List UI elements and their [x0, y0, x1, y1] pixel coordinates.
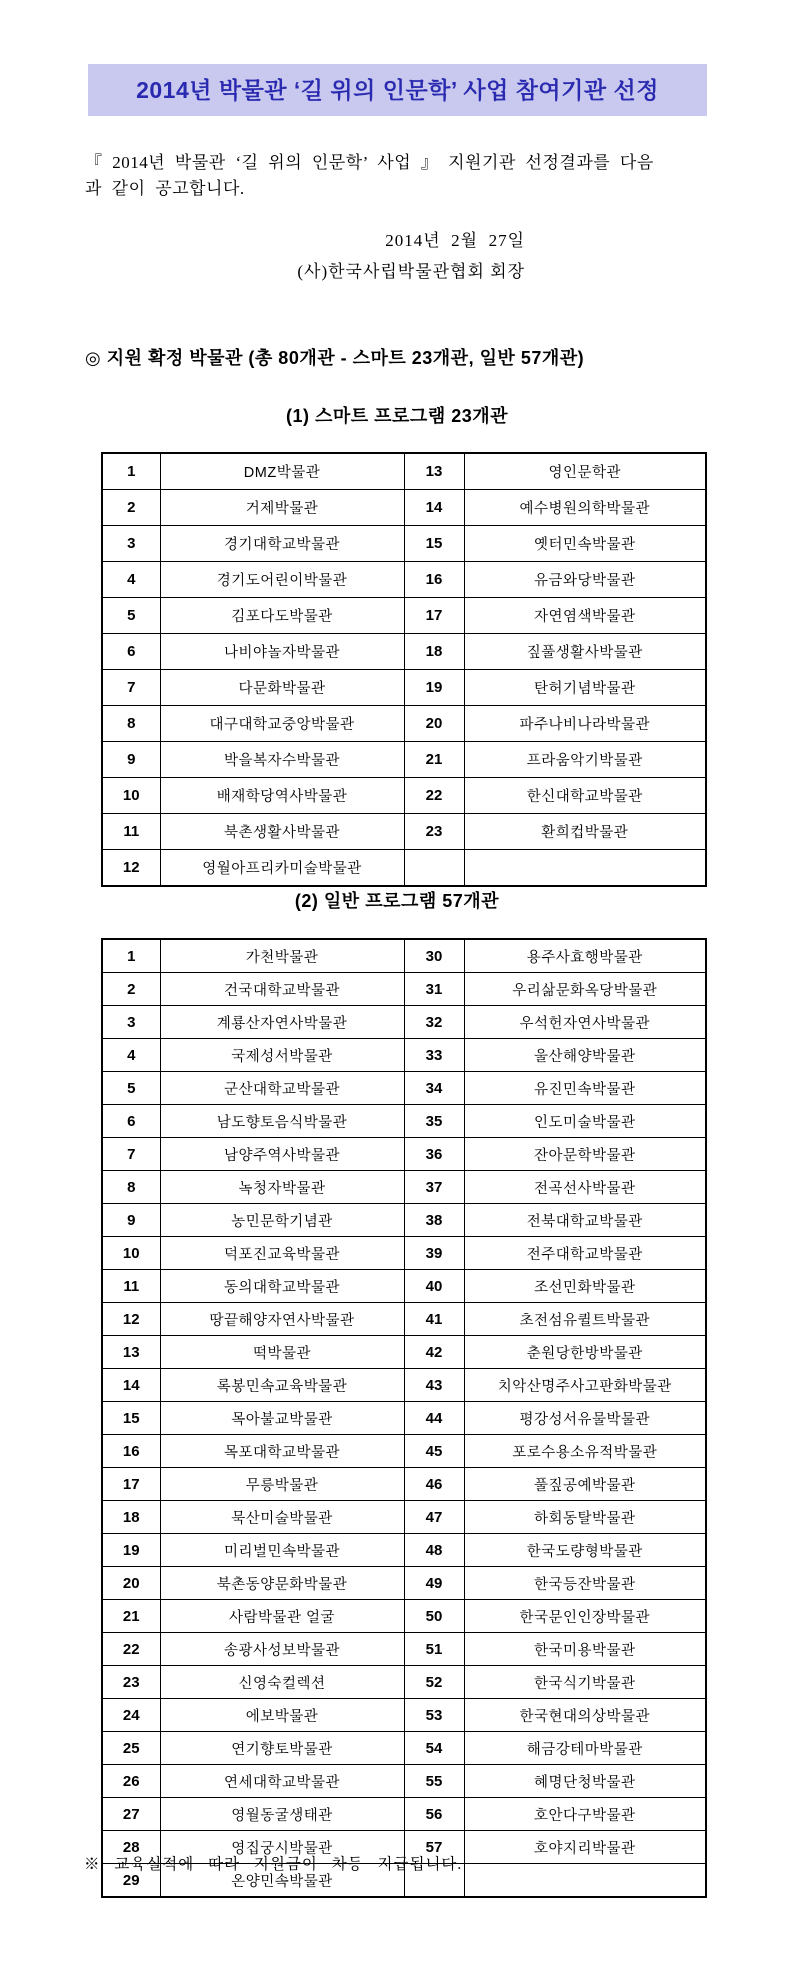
table-row	[102, 850, 706, 887]
museum-name-cell: 북촌동양문화박물관	[160, 1567, 404, 1600]
rank-cell: 5	[102, 1072, 160, 1105]
rank-cell: 6	[102, 1105, 160, 1138]
table-row	[102, 1765, 706, 1798]
rank-cell: 23	[102, 1666, 160, 1699]
museum-name-cell: 연기향토박물관	[160, 1732, 404, 1765]
museum-name-cell: 남양주역사박물관	[160, 1138, 404, 1171]
museum-name-cell: 미리벌민속박물관	[160, 1534, 404, 1567]
rank-cell: 30	[404, 939, 464, 973]
museum-name-cell: 경기도어린이박물관	[160, 562, 404, 598]
rank-cell: 14	[102, 1369, 160, 1402]
rank-cell: 2	[102, 973, 160, 1006]
museum-name-cell: 짚풀생활사박물관	[464, 634, 706, 670]
museum-name-cell: 호야지리박물관	[464, 1831, 706, 1864]
table-row	[102, 634, 706, 670]
museum-name-cell: 울산해양박물관	[464, 1039, 706, 1072]
table-row	[102, 1369, 706, 1402]
table-row	[102, 1336, 706, 1369]
museum-name-cell: 건국대학교박물관	[160, 973, 404, 1006]
museum-name-cell: 인도미술박물관	[464, 1105, 706, 1138]
table-row	[102, 1534, 706, 1567]
table-row	[102, 1006, 706, 1039]
table-row	[102, 1402, 706, 1435]
museum-name-cell: 한국등잔박물관	[464, 1567, 706, 1600]
museum-name-cell: 나비야놀자박물관	[160, 634, 404, 670]
museum-name-cell: 춘원당한방박물관	[464, 1336, 706, 1369]
museum-name-cell: 풀짚공예박물관	[464, 1468, 706, 1501]
museum-name-cell: 다문화박물관	[160, 670, 404, 706]
rank-cell: 46	[404, 1468, 464, 1501]
museum-name-cell: 에보박물관	[160, 1699, 404, 1732]
intro-line-2: 과 같이 공고합니다.	[85, 179, 245, 198]
rank-cell: 23	[404, 814, 464, 850]
museum-name-cell	[464, 850, 706, 887]
rank-cell: 28	[102, 1831, 160, 1864]
announcement-date: 2014년 2월 27일	[385, 231, 525, 250]
museum-name-cell: 배재학당역사박물관	[160, 778, 404, 814]
museum-name-cell: 자연염색박물관	[464, 598, 706, 634]
museum-name-cell: 동의대학교박물관	[160, 1270, 404, 1303]
intro-line-1: 『 2014년 박물관 ‘길 위의 인문학’ 사업 』 지원기관 선정결과를 다음	[85, 153, 654, 172]
museum-name-cell: 한국미용박물관	[464, 1633, 706, 1666]
rank-cell: 48	[404, 1534, 464, 1567]
table-row	[102, 973, 706, 1006]
rank-cell: 13	[404, 453, 464, 490]
table-2-title: (2) 일반 프로그램 57개관	[294, 891, 500, 911]
museum-name-cell: 녹청자박물관	[160, 1171, 404, 1204]
rank-cell: 20	[102, 1567, 160, 1600]
museum-name-cell: 목아불교박물관	[160, 1402, 404, 1435]
museum-name-cell: 유금와당박물관	[464, 562, 706, 598]
museum-name-cell: 한신대학교박물관	[464, 778, 706, 814]
rank-cell: 50	[404, 1600, 464, 1633]
table-row	[102, 1204, 706, 1237]
rank-cell: 22	[102, 1633, 160, 1666]
museum-name-cell: 잔아문학박물관	[464, 1138, 706, 1171]
rank-cell: 27	[102, 1798, 160, 1831]
rank-cell: 4	[102, 1039, 160, 1072]
museum-name-cell: 조선민화박물관	[464, 1270, 706, 1303]
museum-name-cell: 남도향토음식박물관	[160, 1105, 404, 1138]
rank-cell: 10	[102, 778, 160, 814]
museum-name-cell: 전북대학교박물관	[464, 1204, 706, 1237]
table-row	[102, 670, 706, 706]
table-row	[102, 1435, 706, 1468]
museum-name-cell: 북촌생활사박물관	[160, 814, 404, 850]
table-row	[102, 1732, 706, 1765]
rank-cell: 29	[102, 1864, 160, 1898]
museum-name-cell: 우리삶문화옥당박물관	[464, 973, 706, 1006]
museum-name-cell: 가천박물관	[160, 939, 404, 973]
museum-name-cell: 땅끝해양자연사박물관	[160, 1303, 404, 1336]
rank-cell: 42	[404, 1336, 464, 1369]
museum-name-cell: 사람박물관 얼굴	[160, 1600, 404, 1633]
museum-name-cell: 하회동탈박물관	[464, 1501, 706, 1534]
museum-name-cell: 송광사성보박물관	[160, 1633, 404, 1666]
signer-title: (사)한국사립박물관협회 회장	[297, 262, 525, 281]
table-row	[102, 814, 706, 850]
table-row	[102, 453, 706, 490]
rank-cell: 9	[102, 742, 160, 778]
museum-name-cell: 국제성서박물관	[160, 1039, 404, 1072]
museum-name-cell: 온양민속박물관	[160, 1864, 404, 1898]
title-banner	[88, 64, 707, 116]
museum-name-cell: 초전섬유퀼트박물관	[464, 1303, 706, 1336]
rank-cell: 33	[404, 1039, 464, 1072]
museum-name-cell: 군산대학교박물관	[160, 1072, 404, 1105]
museum-name-cell: 박을복자수박물관	[160, 742, 404, 778]
rank-cell: 38	[404, 1204, 464, 1237]
rank-cell: 44	[404, 1402, 464, 1435]
table-row	[102, 778, 706, 814]
rank-cell: 20	[404, 706, 464, 742]
rank-cell: 19	[102, 1534, 160, 1567]
rank-cell: 16	[102, 1435, 160, 1468]
rank-cell: 12	[102, 850, 160, 887]
rank-cell	[404, 850, 464, 887]
rank-cell: 19	[404, 670, 464, 706]
rank-cell: 18	[102, 1501, 160, 1534]
museum-name-cell: 농민문학기념관	[160, 1204, 404, 1237]
rank-cell: 8	[102, 706, 160, 742]
museum-name-cell: 계룡산자연사박물관	[160, 1006, 404, 1039]
museum-name-cell: 한국도량형박물관	[464, 1534, 706, 1567]
rank-cell: 57	[404, 1831, 464, 1864]
rank-cell: 55	[404, 1765, 464, 1798]
table-row	[102, 490, 706, 526]
table-row	[102, 1237, 706, 1270]
rank-cell: 54	[404, 1732, 464, 1765]
rank-cell: 37	[404, 1171, 464, 1204]
museum-name-cell: 평강성서유물박물관	[464, 1402, 706, 1435]
rank-cell: 7	[102, 670, 160, 706]
museum-name-cell	[464, 1864, 706, 1898]
table-row	[102, 1600, 706, 1633]
rank-cell: 31	[404, 973, 464, 1006]
smart-program-table	[101, 452, 707, 887]
table-row	[102, 706, 706, 742]
table-row	[102, 939, 706, 973]
museum-name-cell: 영인문학관	[464, 453, 706, 490]
rank-cell: 10	[102, 1237, 160, 1270]
table-row	[102, 1666, 706, 1699]
rank-cell: 6	[102, 634, 160, 670]
table-row	[102, 1699, 706, 1732]
rank-cell: 2	[102, 490, 160, 526]
general-program-table	[101, 938, 707, 1898]
rank-cell: 1	[102, 939, 160, 973]
museum-name-cell: 목포대학교박물관	[160, 1435, 404, 1468]
rank-cell: 3	[102, 526, 160, 562]
rank-cell: 32	[404, 1006, 464, 1039]
page-title: 2014년 박물관 ‘길 위의 인문학’ 사업 참여기관 선정	[136, 77, 659, 103]
rank-cell: 14	[404, 490, 464, 526]
museum-name-cell: 덕포진교육박물관	[160, 1237, 404, 1270]
rank-cell: 11	[102, 1270, 160, 1303]
section-header: ◎ 지원 확정 박물관 (총 80개관 - 스마트 23개관, 일반 57개관)	[85, 348, 585, 368]
table-row	[102, 1039, 706, 1072]
rank-cell: 39	[404, 1237, 464, 1270]
museum-name-cell: 치악산명주사고판화박물관	[464, 1369, 706, 1402]
rank-cell: 49	[404, 1567, 464, 1600]
museum-name-cell: 거제박물관	[160, 490, 404, 526]
rank-cell: 15	[102, 1402, 160, 1435]
museum-name-cell: 전주대학교박물관	[464, 1237, 706, 1270]
museum-name-cell: 영월동굴생태관	[160, 1798, 404, 1831]
museum-name-cell: 파주나비나라박물관	[464, 706, 706, 742]
museum-name-cell: 록봉민속교육박물관	[160, 1369, 404, 1402]
museum-name-cell: 프라움악기박물관	[464, 742, 706, 778]
rank-cell: 17	[102, 1468, 160, 1501]
museum-name-cell: 혜명단청박물관	[464, 1765, 706, 1798]
table-row	[102, 598, 706, 634]
museum-name-cell: 한국문인인장박물관	[464, 1600, 706, 1633]
museum-name-cell: 용주사효행박물관	[464, 939, 706, 973]
museum-name-cell: 전곡선사박물관	[464, 1171, 706, 1204]
rank-cell: 24	[102, 1699, 160, 1732]
rank-cell: 26	[102, 1765, 160, 1798]
rank-cell: 53	[404, 1699, 464, 1732]
rank-cell: 7	[102, 1138, 160, 1171]
museum-name-cell: 무릉박물관	[160, 1468, 404, 1501]
rank-cell: 25	[102, 1732, 160, 1765]
rank-cell: 13	[102, 1336, 160, 1369]
rank-cell: 40	[404, 1270, 464, 1303]
museum-name-cell: 포로수용소유적박물관	[464, 1435, 706, 1468]
table-row	[102, 1501, 706, 1534]
museum-name-cell: 유진민속박물관	[464, 1072, 706, 1105]
table-row	[102, 1303, 706, 1336]
rank-cell: 35	[404, 1105, 464, 1138]
rank-cell: 1	[102, 453, 160, 490]
rank-cell: 34	[404, 1072, 464, 1105]
table-row	[102, 1798, 706, 1831]
rank-cell: 51	[404, 1633, 464, 1666]
table-row	[102, 1633, 706, 1666]
museum-name-cell: 한국식기박물관	[464, 1666, 706, 1699]
museum-name-cell: DMZ박물관	[160, 453, 404, 490]
table-row	[102, 1270, 706, 1303]
museum-name-cell: 옛터민속박물관	[464, 526, 706, 562]
museum-name-cell: 연세대학교박물관	[160, 1765, 404, 1798]
signature-block	[297, 225, 525, 287]
rank-cell: 11	[102, 814, 160, 850]
rank-cell: 43	[404, 1369, 464, 1402]
museum-name-cell: 떡박물관	[160, 1336, 404, 1369]
footnote: ※ 교육실적에 따라 지원금이 차등 지급됩니다.	[84, 1856, 463, 1873]
table-row	[102, 1468, 706, 1501]
museum-name-cell: 호안다구박물관	[464, 1798, 706, 1831]
table-row	[102, 742, 706, 778]
museum-name-cell: 영월아프리카미술박물관	[160, 850, 404, 887]
rank-cell: 15	[404, 526, 464, 562]
museum-name-cell: 해금강테마박물관	[464, 1732, 706, 1765]
museum-name-cell: 한국현대의상박물관	[464, 1699, 706, 1732]
rank-cell: 52	[404, 1666, 464, 1699]
museum-name-cell: 경기대학교박물관	[160, 526, 404, 562]
table-row	[102, 1567, 706, 1600]
rank-cell: 17	[404, 598, 464, 634]
rank-cell: 36	[404, 1138, 464, 1171]
table-row	[102, 1171, 706, 1204]
intro-paragraph	[85, 150, 717, 202]
rank-cell: 12	[102, 1303, 160, 1336]
rank-cell: 56	[404, 1798, 464, 1831]
rank-cell: 5	[102, 598, 160, 634]
rank-cell: 18	[404, 634, 464, 670]
rank-cell: 9	[102, 1204, 160, 1237]
table-row	[102, 1072, 706, 1105]
rank-cell: 22	[404, 778, 464, 814]
museum-name-cell: 우석헌자연사박물관	[464, 1006, 706, 1039]
museum-name-cell: 묵산미술박물관	[160, 1501, 404, 1534]
table-row	[102, 526, 706, 562]
rank-cell: 3	[102, 1006, 160, 1039]
rank-cell: 16	[404, 562, 464, 598]
museum-name-cell: 신영숙컬렉션	[160, 1666, 404, 1699]
table-row	[102, 562, 706, 598]
rank-cell: 21	[102, 1600, 160, 1633]
table-row	[102, 1138, 706, 1171]
table-1-title: (1) 스마트 프로그램 23개관	[285, 406, 508, 426]
museum-name-cell: 탄허기념박물관	[464, 670, 706, 706]
rank-cell: 4	[102, 562, 160, 598]
rank-cell: 45	[404, 1435, 464, 1468]
rank-cell: 47	[404, 1501, 464, 1534]
rank-cell: 21	[404, 742, 464, 778]
museum-name-cell: 김포다도박물관	[160, 598, 404, 634]
museum-name-cell: 대구대학교중앙박물관	[160, 706, 404, 742]
table-row	[102, 1105, 706, 1138]
museum-name-cell: 예수병원의학박물관	[464, 490, 706, 526]
rank-cell: 41	[404, 1303, 464, 1336]
rank-cell: 8	[102, 1171, 160, 1204]
museum-name-cell: 환희컵박물관	[464, 814, 706, 850]
museum-name-cell: 영집궁시박물관	[160, 1831, 404, 1864]
